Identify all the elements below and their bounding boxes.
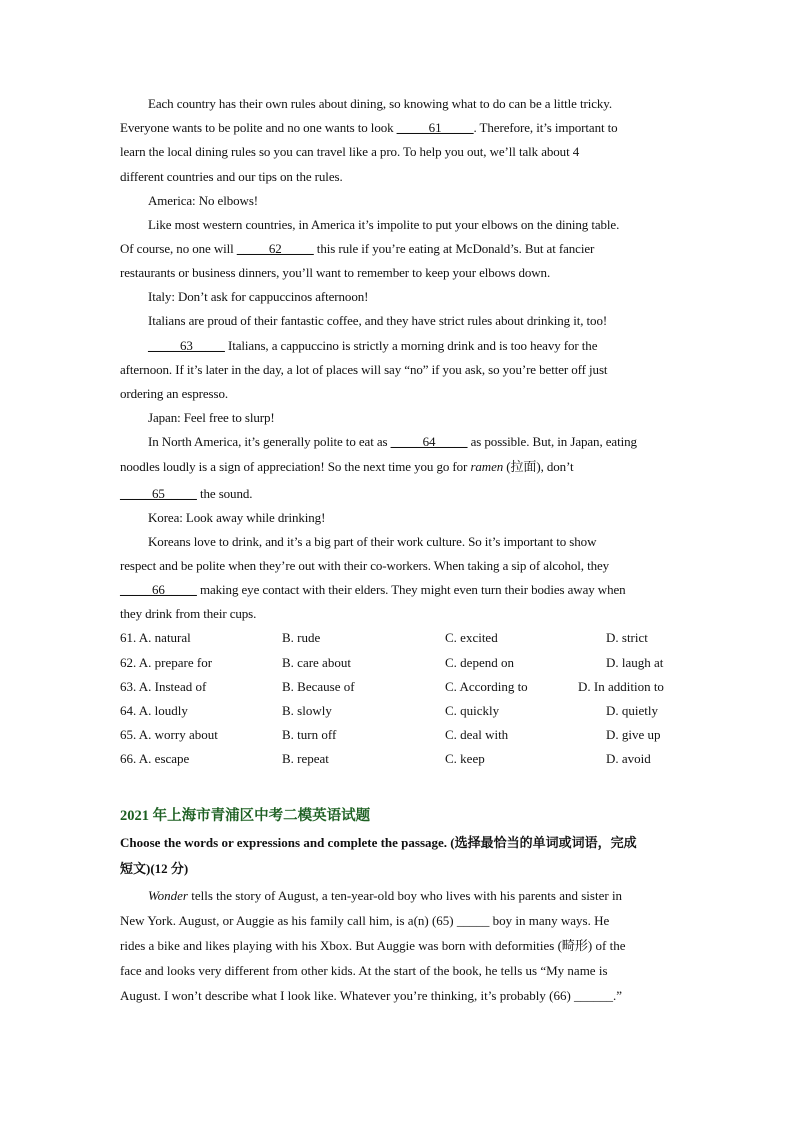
option-d[interactable]: D. In addition to	[578, 679, 664, 694]
blank-63: _____63_____	[148, 338, 225, 353]
passage-line: _____63_____ Italians, a cappuccino is strictly a morning drink and is too heavy for the	[148, 338, 598, 353]
option-d[interactable]: D. quietly	[606, 703, 658, 718]
option-a[interactable]: 66. A. escape	[120, 751, 190, 766]
option-a[interactable]: 64. A. loudly	[120, 703, 188, 718]
passage-line: Like most western countries, in America it’s impolite to put your elbows on the dining table.	[148, 217, 620, 232]
option-row-61	[120, 629, 680, 647]
option-b[interactable]: B. slowly	[282, 703, 332, 718]
passage-line: rides a bike and likes playing with his Xbox. But Auggie was born with deformities (畸形) of the	[120, 938, 626, 953]
option-row-65	[120, 726, 680, 744]
book-title: Wonder	[148, 888, 188, 903]
option-b[interactable]: B. Because of	[282, 679, 355, 694]
section-heading: 2021 年上海市青浦区中考二模英语试题	[120, 808, 371, 824]
option-c[interactable]: C. According to	[445, 679, 528, 694]
blank-65: _____65_____	[120, 486, 197, 501]
passage-line: noodles loudly is a sign of appreciation! So the next time you go for ramen (拉面), don’t	[120, 459, 574, 474]
section-title-italy: Italy: Don’t ask for cappuccinos afternoon!	[148, 289, 369, 304]
option-c[interactable]: C. keep	[445, 751, 485, 766]
option-b[interactable]: B. turn off	[282, 727, 337, 742]
option-c[interactable]: C. deal with	[445, 727, 509, 742]
passage-line: Each country has their own rules about dining, so knowing what to do can be a little tricky.	[148, 96, 612, 111]
passage-line: they drink from their cups.	[120, 606, 257, 621]
blank-66: _____66_____	[120, 582, 197, 597]
option-b[interactable]: B. rude	[282, 630, 321, 645]
blank-61: _____61_____	[396, 120, 474, 135]
passage-line: August. I won’t describe what I look like. Whatever you’re thinking, it’s probably (66) ______.”	[120, 988, 623, 1003]
blank-62: _____62_____	[236, 241, 314, 256]
option-c[interactable]: C. quickly	[445, 703, 500, 718]
passage-line: Wonder tells the story of August, a ten-year-old boy who lives with his parents and sister in	[148, 888, 623, 903]
passage-line: ordering an espresso.	[120, 386, 229, 401]
section-title-japan: Japan: Feel free to slurp!	[148, 410, 275, 425]
option-a[interactable]: 61. A. natural	[120, 630, 191, 645]
passage-line: New York. August, or Auggie as his family call him, is a(n) (65) _____ boy in many ways. He	[120, 913, 610, 928]
passage-line: In North America, it’s generally polite to eat as _____64_____ as possible. But, in Japan, eating	[148, 434, 637, 449]
option-row-66	[120, 750, 680, 768]
option-d[interactable]: D. strict	[606, 630, 648, 645]
option-c[interactable]: C. depend on	[445, 655, 514, 670]
ramen-word: ramen	[470, 459, 504, 474]
passage-line: Of course, no one will _____62_____ this rule if you’re eating at McDonald’s. But at fancier	[120, 241, 595, 256]
section-title-america: America: No elbows!	[148, 193, 259, 208]
blank-64: _____64_____	[390, 434, 468, 449]
option-b[interactable]: B. repeat	[282, 751, 329, 766]
instruction-line: Choose the words or expressions and complete the passage. (选择最恰当的单词或词语，完成	[120, 835, 637, 850]
passage-line: different countries and our tips on the rules.	[120, 169, 343, 184]
option-c[interactable]: C. excited	[445, 630, 498, 645]
passage-line: Italians are proud of their fantastic coffee, and they have strict rules about drinking it, too!	[148, 313, 608, 328]
option-row-63	[120, 678, 680, 696]
instruction-line: 短文)(12 分)	[120, 861, 189, 876]
option-d[interactable]: D. laugh at	[606, 655, 664, 670]
passage-line: _____65_____ the sound.	[120, 486, 253, 501]
passage-line: _____66_____ making eye contact with their elders. They might even turn their bodies away when	[120, 582, 626, 597]
option-d[interactable]: D. give up	[606, 727, 661, 742]
option-a[interactable]: 62. A. prepare for	[120, 655, 213, 670]
option-row-62	[120, 654, 680, 672]
passage-line: Everyone wants to be polite and no one wants to look _____61_____. Therefore, it’s important to	[120, 120, 618, 135]
passage-line: face and looks very different from other kids. At the start of the book, he tells us “My name is	[120, 963, 608, 978]
option-d[interactable]: D. avoid	[606, 751, 651, 766]
option-a[interactable]: 65. A. worry about	[120, 727, 218, 742]
option-b[interactable]: B. care about	[282, 655, 351, 670]
passage-line: restaurants or business dinners, you’ll want to remember to keep your elbows down.	[120, 265, 551, 280]
passage-line: learn the local dining rules so you can travel like a pro. To help you out, we’ll talk about 4	[120, 144, 580, 159]
option-row-64	[120, 702, 680, 720]
section-title-korea: Korea: Look away while drinking!	[148, 510, 326, 525]
passage-line: Koreans love to drink, and it’s a big part of their work culture. So it’s important to show	[148, 534, 597, 549]
option-a[interactable]: 63. A. Instead of	[120, 679, 207, 694]
passage-line: afternoon. If it’s later in the day, a lot of places will say “no” if you ask, so you’re better off just	[120, 362, 608, 377]
passage-line: respect and be polite when they’re out with their co-workers. When taking a sip of alcohol, they	[120, 558, 610, 573]
